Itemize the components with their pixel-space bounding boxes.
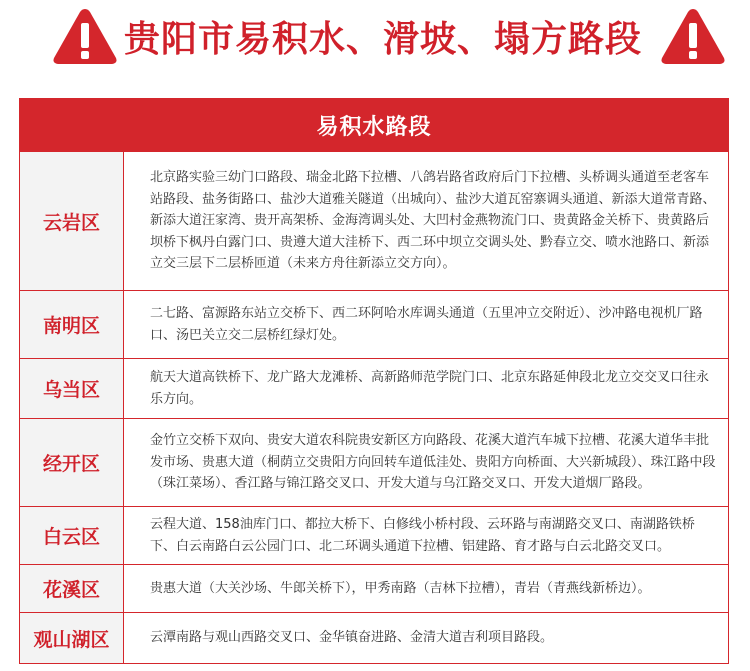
- road-list: 航天大道高铁桥下、龙广路大龙滩桥、高新路师范学院门口、北京东路延伸段北龙立交交叉口往永乐方向。: [150, 370, 710, 407]
- road-list: 云程大道、158油库门口、都拉大桥下、白修线小桥村段、云环路与南湖路交叉口、南湖路铁桥下、白云南路白云公园门口、北二环调头通道下拉槽、铝建路、育才路与白云北路交叉口。: [150, 517, 695, 554]
- road-list: 云潭南路与观山西路交叉口、金华镇奋进路、金清大道吉利项目路段。: [150, 630, 554, 646]
- district-name: 乌当区: [20, 359, 124, 418]
- district-name: 经开区: [20, 419, 124, 506]
- district-name: 南明区: [20, 291, 124, 358]
- district-name: 白云区: [20, 507, 124, 564]
- table-row: [20, 418, 728, 506]
- road-list: 北京路实验三幼门口路段、瑞金北路下拉槽、八鸽岩路省政府后门下拉槽、头桥调头通道至老客车站路段、盐务街路口、盐沙大道雅关隧道（出城向）、盐沙大道瓦窑寨调头通道、新添大道常青路、新添大道汪家湾、贵开高架桥、金海湾调头处、大凹村金燕物流门口、贵黄路金关桥下、贵黄路后坝桥下枫丹白露门口、贵遵大道大洼桥下、西二环中坝立交调头处、黔春立交、喷水池路口、新添立交三层下二层桥匝道（未来方舟往新添立交方向）。: [150, 170, 716, 272]
- road-list: 金竹立交桥下双向、贵安大道农科院贵安新区方向路段、花溪大道汽车城下拉槽、花溪大道华丰批发市场、贵惠大道（桐荫立交贵阳方向回转车道低洼处、贵阳方向桥面、大兴新城段）、珠江路中段（珠江菜场）、香江路与锦江路交叉口、开发大道与乌江路交叉口、开发大道烟厂路段。: [150, 433, 716, 492]
- page-title: 贵阳市易积水、滑坡、塌方路段: [124, 18, 643, 60]
- table-row: [20, 358, 728, 418]
- table-header: 易积水路段: [20, 99, 728, 151]
- table-row: [20, 564, 728, 612]
- waterlogging-table: [19, 98, 729, 664]
- table-row: [20, 612, 728, 663]
- page-header: [0, 0, 750, 78]
- district-name: 观山湖区: [20, 613, 124, 663]
- table-row: [20, 151, 728, 290]
- warning-triangle-icon: [52, 6, 118, 66]
- table-row: [20, 506, 728, 564]
- district-name: 云岩区: [20, 152, 124, 290]
- table-row: [20, 290, 728, 358]
- warning-triangle-icon: [660, 6, 726, 66]
- district-name: 花溪区: [20, 565, 124, 612]
- road-list: 二七路、富源路东站立交桥下、西二环阿哈水库调头通道（五里冲立交附近）、沙冲路电视机厂路口、汤巴关立交二层桥红绿灯处。: [150, 306, 703, 343]
- road-list: 贵惠大道（大关沙场、牛郎关桥下），甲秀南路（吉林下拉槽），青岩（青燕线新桥边）。: [150, 580, 651, 596]
